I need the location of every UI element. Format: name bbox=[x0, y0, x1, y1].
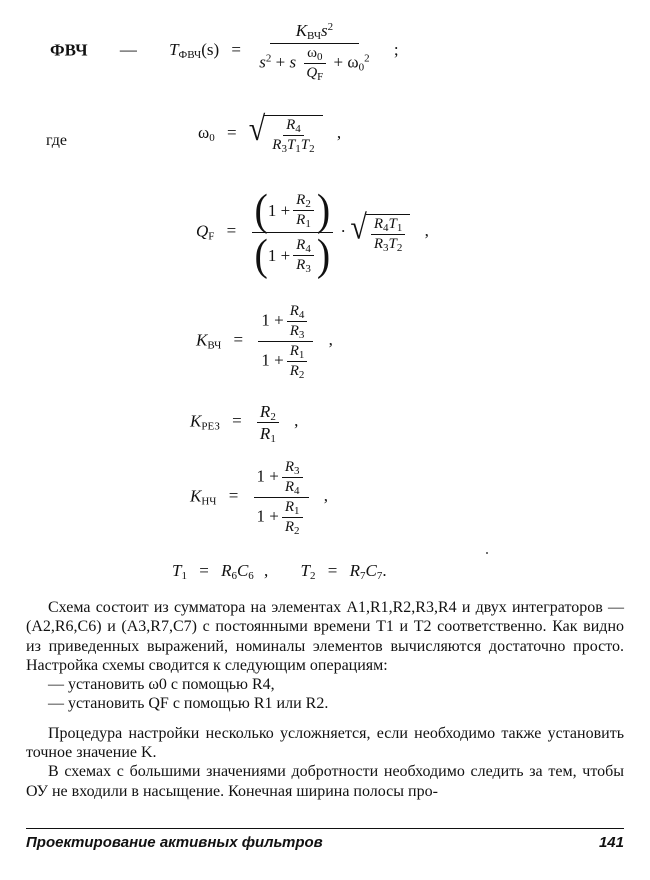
eq-transfer-function bbox=[50, 22, 399, 81]
omega0-sqrt: √ $\frac{R_4}{R_3T_1T_2}$ bbox=[249, 115, 323, 153]
qf-main-fraction: ( 1 + $\frac{R_2}{R_1}$ ) ( 1 + $\frac{R_4}{R_3}$ ) bbox=[252, 190, 334, 275]
qf-sqrt: √ $\frac{R_4T_1}{R_3T_2}$ bbox=[350, 214, 410, 252]
page-number: 141 bbox=[598, 834, 624, 851]
fvch-dash: — bbox=[119, 40, 137, 60]
eq-qf: $Q_F$ = ( 1 + $\frac{R_2}{R_1}$ ) ( 1 + $\frac{R_4}{R_3}$ ) · √ $\frac{R_4T_1}{R_3T_2}$ , bbox=[196, 184, 429, 280]
page-footer bbox=[26, 834, 624, 851]
paragraph-saturation: В схемах с большими значениями добротности необходимо следить за тем, чтобы ОУ не входили в насыщение. Конечная ширина полосы про- bbox=[26, 763, 624, 800]
where-label: где bbox=[46, 132, 68, 149]
eq-k-nch: $K_{НЧ}$ = 1 + $\frac{R_3}{R_4}$ 1 + $\frac{R_1}{R_2}$ , bbox=[190, 459, 329, 537]
body-text bbox=[26, 598, 624, 801]
scan-speck bbox=[486, 552, 488, 554]
transfer-numerator: $K_{ВЧ}s^2$ bbox=[270, 22, 359, 44]
t-fvch-lhs: $T_{ФВЧ}(s)$ bbox=[169, 40, 220, 62]
omega-over-q: $\frac{\omega_0}{Q_F}$ bbox=[303, 46, 326, 81]
eq-omega0: $\omega_0$ = √ $\frac{R_4}{R_3T_1T_2}$ , bbox=[198, 109, 342, 155]
semicolon: ; bbox=[393, 40, 399, 60]
paragraph-scheme: Схема состоит из сумматора на элементах A1,R1,R2,R3,R4 и двух интеграторов — (A2,R6,C6) и (A3,R7,C7) с постоянными времени T1 и T2 соответственно. Как видно из приведенных выражений, номиналы элементов вычисляются достаточно просто. Настройка схемы сводится к следующим операциям: bbox=[26, 599, 624, 674]
footer-title: Проектирование активных фильтров bbox=[26, 834, 323, 851]
transfer-denominator: $s^2 + s$ $\frac{\omega_0}{Q_F}$ + $\omega_0^2$ bbox=[259, 45, 370, 83]
eq-time-constants: $T_1 = R_6C_6$ , $T_2 = R_7C_7$. bbox=[172, 561, 387, 582]
eq-sign: = bbox=[231, 40, 241, 60]
eq-k-rez: $K_{РЕЗ}$ = $\frac{R_2}{R_1}$ , bbox=[190, 402, 299, 445]
fvch-label: ФВЧ bbox=[50, 40, 88, 60]
list-item-omega: — установить ω0 с помощью R4, bbox=[48, 676, 275, 694]
list-item-qf: — установить QF с помощью R1 или R2. bbox=[48, 695, 329, 713]
footer-rule bbox=[26, 828, 624, 829]
eq-k-vch: $K_{ВЧ}$ = 1 + $\frac{R_4}{R_3}$ 1 + $\frac{R_1}{R_2}$ , bbox=[196, 303, 333, 381]
paragraph-procedure: Процедура настройки несколько усложняется, если необходимо также установить точное значение K. bbox=[26, 724, 624, 762]
transfer-fraction bbox=[256, 22, 372, 81]
